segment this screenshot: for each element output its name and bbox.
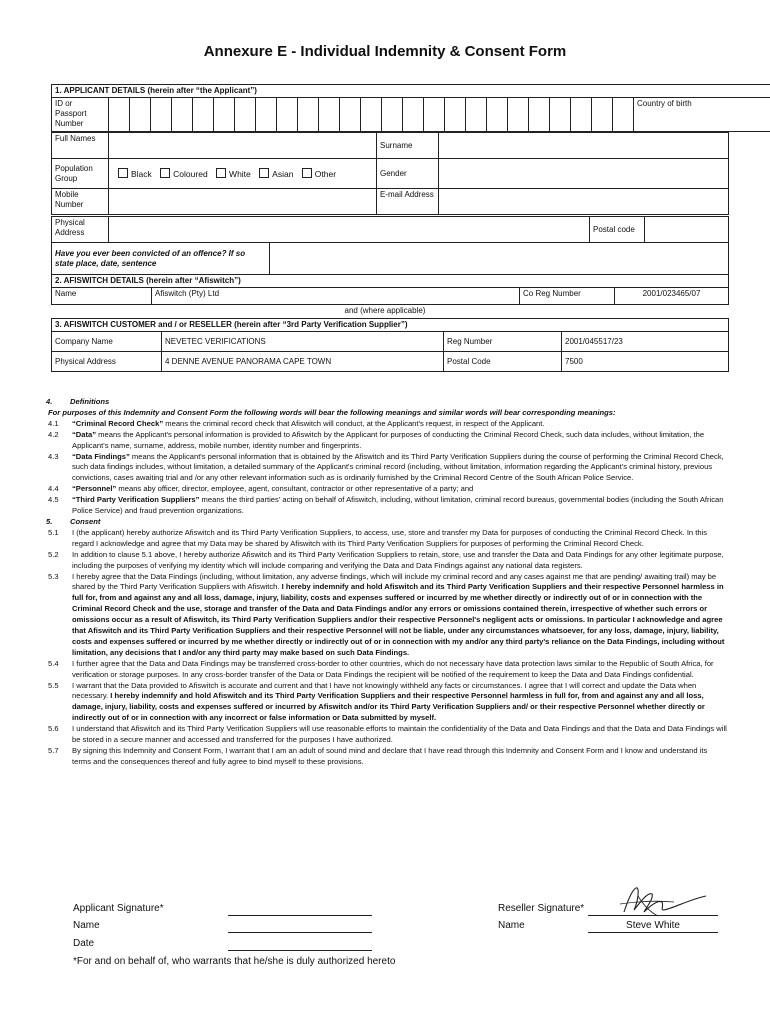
id-digit-box[interactable] [445, 98, 466, 132]
id-digit-box[interactable] [193, 98, 214, 132]
checkbox-white[interactable] [216, 168, 226, 178]
date-line[interactable] [228, 950, 372, 951]
id-digit-box[interactable] [592, 98, 613, 132]
email-label: E-mail Address [377, 189, 439, 215]
checkbox-coloured[interactable] [160, 168, 170, 178]
definitions-intro: For purposes of this Indemnity and Consent Form the following words will bear the following meanings and similar words will bear corresponding meanings: [48, 407, 616, 417]
id-digit-box[interactable] [466, 98, 487, 132]
consent-5-2: 5.2 In addition to clause 5.1 above, I hereby authorize Afiswitch and its Third Party Verification Suppliers to retain, store, use and transfer the Data and Data Findings for any other legitimate purpose, including the purposes of verifying my identity which will include comparing and verifying the Data and Data Findings against any national data registers. [48, 549, 724, 570]
id-digit-box[interactable] [214, 98, 235, 132]
physical-address-field[interactable] [109, 217, 590, 243]
definition-4-5: 4.5 “Third Party Verification Suppliers” means the third parties' acting on behalf of Afiswitch, including, without limitation, criminal record bureaus, governmental bodies (including the South African Police Service) and fraud prevention organizations. [48, 495, 724, 516]
applicant-name-line[interactable] [228, 932, 372, 933]
mobile-number-label: Mobile Number [52, 189, 109, 215]
id-digit-box[interactable] [508, 98, 529, 132]
reseller-address-label: Physical Address [52, 352, 162, 372]
id-digit-box[interactable] [487, 98, 508, 132]
consent-heading: 5. Consent [46, 516, 101, 526]
afiswitch-name-value: Afiswitch (Pty) Ltd [152, 288, 520, 305]
option-black-label: Black [131, 169, 152, 179]
checkbox-black[interactable] [118, 168, 128, 178]
id-digit-box[interactable] [298, 98, 319, 132]
definition-4-4: 4.4 “Personnel” means aby officer, director, employee, agent, consultant, contractor or other representative of a party; and [48, 484, 474, 494]
id-digit-box[interactable] [172, 98, 193, 132]
reg-number-label: Reg Number [444, 332, 562, 352]
checkbox-asian[interactable] [259, 168, 269, 178]
option-white-label: White [229, 169, 251, 179]
afiswitch-name-label: Name [52, 288, 152, 305]
definition-4-1: 4.1 “Criminal Record Check” means the criminal record check that Afiswitch will conduct, at the Applicant's request, in respect of the Applicant. [48, 418, 545, 428]
handwritten-signature [614, 882, 714, 922]
date-label: Date [73, 938, 95, 949]
section1-heading: 1. APPLICANT DETAILS (herein after “the Applicant”) [52, 85, 770, 98]
id-digit-box[interactable] [256, 98, 277, 132]
consent-5-1: 5.1 I (the applicant) hereby authorize Afiswitch and its Third Party Verification Suppliers, to access, use, store and transfer my Data for purposes of conducting the Criminal Record Check. In this regard I acknowledge and agree that my Data may be shared by Afiswitch with its Third Party Verification Suppliers for purposes of performing the Criminal Record Check. [48, 527, 708, 548]
population-group-label: Population Group [52, 159, 109, 189]
population-group-options [109, 159, 377, 189]
reseller-name-label: Name [498, 920, 525, 931]
id-digit-box[interactable] [340, 98, 361, 132]
full-names-field[interactable] [109, 133, 377, 159]
id-digit-box[interactable] [550, 98, 571, 132]
option-other-label: Other [314, 169, 337, 179]
id-digit-box[interactable] [151, 98, 172, 132]
applicant-signature-label: Applicant Signature* [73, 903, 164, 914]
section2-heading: 2. AFISWITCH DETAILS (herein after “Afiswitch”) [52, 275, 729, 288]
coreg-value: 2001/023465/07 [615, 288, 729, 305]
applicant-details-table [51, 84, 770, 132]
gender-label: Gender [377, 159, 439, 189]
consent-5-6: 5.6 I understand that Afiswitch and its Third Party Verification Suppliers will use reasonable efforts to maintain the confidentiality of the Data and Data Findings and that the Data and Data Findings will be stored in a secure manner and accessed and transferred for the purposes I have authorized. [48, 724, 727, 745]
reseller-postal-value: 7500 [562, 352, 729, 372]
applicant-name-label: Name [73, 920, 100, 931]
page-title: Annexure E - Individual Indemnity & Consent Form [203, 43, 567, 60]
reseller-details-table [51, 318, 729, 372]
full-names-label: Full Names [52, 133, 109, 159]
option-asian-label: Asian [272, 169, 294, 179]
id-number-label: ID or Passport Number [52, 98, 109, 132]
id-digit-box[interactable] [613, 98, 634, 132]
consent-5-3: 5.3 I hereby agree that the Data Findings (including, without limitation, any adverse findings, which will include my criminal record and any cases against me that are pending/ awaiting trail) may be shared by the Third Party Verification Suppliers with Afiswitch. I hereby indemnify and hold Afiswitch and its Third Party Verification Suppliers and their respective Personnel harmless in full for, from and against any and all loss, damage, injury, liability, costs and expenses suffered or incurred by me whether directly or indirectly out of or in connection with the Criminal Record Check and the use, storage and transfer of the Data and Data Findings and/or any errors or omissions contained therein, irrespective of whether such errors or omissions occur as a result of Afiswitch, its Third Party Verification Suppliers and/or their respective Personnel's negligent acts or omissions. In particular I acknowledge and agree that Afiswitch and its Third Party Verification Suppliers and their respective Personnel will not be liable, under any circumstances whatsoever, for any loss, damage, injury, liability, costs and expenses suffered or incurred by me whether directly or indirectly out of or in connection with my and/or any third party's reliance on the Data Findings, including without limitation, any decisions that I and/or any third party may make based on such Data Findings. [48, 571, 725, 657]
surname-field[interactable] [439, 133, 729, 159]
physical-address-label: Physical Address [52, 217, 109, 243]
terms-body [46, 397, 728, 768]
definition-4-2: 4.2 “Data” means the Applicant's personal information is provided to Afiswitch by the Applicant for purposes of conducting the Criminal Record Check, such data includes, without limitation, the Applicant's name, surname, address, mobile number, identity number and fingerprints. [48, 429, 705, 450]
email-field[interactable] [439, 189, 729, 215]
definition-4-3: 4.3 “Data Findings” means the Applicant's personal information that is obtained by the Afiswitch and its Third Party Verification Suppliers during the course of performing the Criminal Record Check, such data findings includes, without limitation, a detailed summary of the Applicant's criminal record (including, without limitation, information regarding the Applicant's criminal history, previous convictions, cases awaiting trial and /or any other relevant information such as is ordinarily furnished by the Criminal Record Centre of the South African Police Service. [48, 451, 724, 483]
checkbox-other[interactable] [302, 168, 312, 178]
reg-number-value: 2001/045517/23 [562, 332, 729, 352]
applicant-signature-line[interactable] [228, 915, 372, 916]
id-digit-box[interactable] [319, 98, 340, 132]
offence-table [51, 242, 729, 275]
afiswitch-details-table [51, 274, 729, 305]
postal-code-label: Postal code [590, 217, 645, 243]
id-digit-box[interactable] [277, 98, 298, 132]
consent-5-4: 5.4 I further agree that the Data and Data Findings may be transferred cross-border to other countries, which do not necessary have data protection laws similar to the Republic of South Africa, for verification or storage purposes. In any cross-border transfer of the Data or Data Findings the recipient will be notified of the requirement to keep the Data and Data Findings confidential. [48, 658, 714, 679]
mobile-number-field[interactable] [109, 189, 377, 215]
id-digit-box[interactable] [424, 98, 445, 132]
reseller-signature-label: Reseller Signature* [498, 903, 585, 914]
where-applicable-note: and (where applicable) [344, 306, 426, 315]
id-digit-box[interactable] [403, 98, 424, 132]
company-name-label: Company Name [52, 332, 162, 352]
definitions-heading: 4. Definitions [46, 397, 110, 406]
id-digit-box[interactable] [529, 98, 550, 132]
id-digit-box[interactable] [361, 98, 382, 132]
reseller-address-value: 4 DENNE AVENUE PANORAMA CAPE TOWN [162, 352, 444, 372]
option-coloured-label: Coloured [173, 169, 208, 179]
id-digit-box[interactable] [130, 98, 151, 132]
offence-question: Have you ever been convicted of an offence? If so state place, date, sentence [52, 243, 270, 275]
footnote: *For and on behalf of, who warrants that he/she is duly authorized hereto [73, 956, 396, 967]
reseller-postal-label: Postal Code [444, 352, 562, 372]
postal-code-field[interactable] [645, 217, 729, 243]
country-of-birth-label: Country of birth [634, 98, 770, 132]
section3-heading: 3. AFISWITCH CUSTOMER and / or RESELLER (herein after “3rd Party Verification Supplier”) [52, 319, 729, 332]
coreg-label: Co Reg Number [520, 288, 615, 305]
id-digit-box[interactable] [235, 98, 256, 132]
reseller-name-value: Steve White [588, 920, 718, 933]
consent-5-7: 5.7 By signing this Indemnity and Consent Form, I warrant that I am an adult of sound mind and declare that I have read through this Indemnity and Consent Form and I know and understand its terms and the consequences thereof and fully agree to bind myself to these provisions. [48, 746, 708, 766]
id-digit-box[interactable] [109, 98, 130, 132]
applicant-address-table [51, 216, 729, 243]
offence-answer-field[interactable] [270, 243, 729, 275]
id-digit-box[interactable] [571, 98, 592, 132]
company-name-value: NEVETEC VERIFICATIONS [162, 332, 444, 352]
gender-field[interactable] [439, 159, 729, 189]
surname-label: Surname [377, 133, 439, 159]
consent-5-5: 5.5 I warrant that the Data provided to Afiswitch is accurate and current and that I have not knowingly withheld any facts or circumstances. I agree that I will correct and update the Data when necessary. I hereby indemnify and hold Afiswitch and its Third Party Verification Suppliers and their respective Personnel harmless in full for, from and against any and all loss, damage, injury, liability, costs and expenses suffered or incurred by Afiswitch and/or its Third Party Verification Suppliers and/ or their respective Personnel whether directly or indirectly out of or in connection with any incorrect or false information or Data submitted by myself. [48, 680, 705, 723]
applicant-details-table-2 [51, 132, 729, 215]
id-digit-box[interactable] [382, 98, 403, 132]
